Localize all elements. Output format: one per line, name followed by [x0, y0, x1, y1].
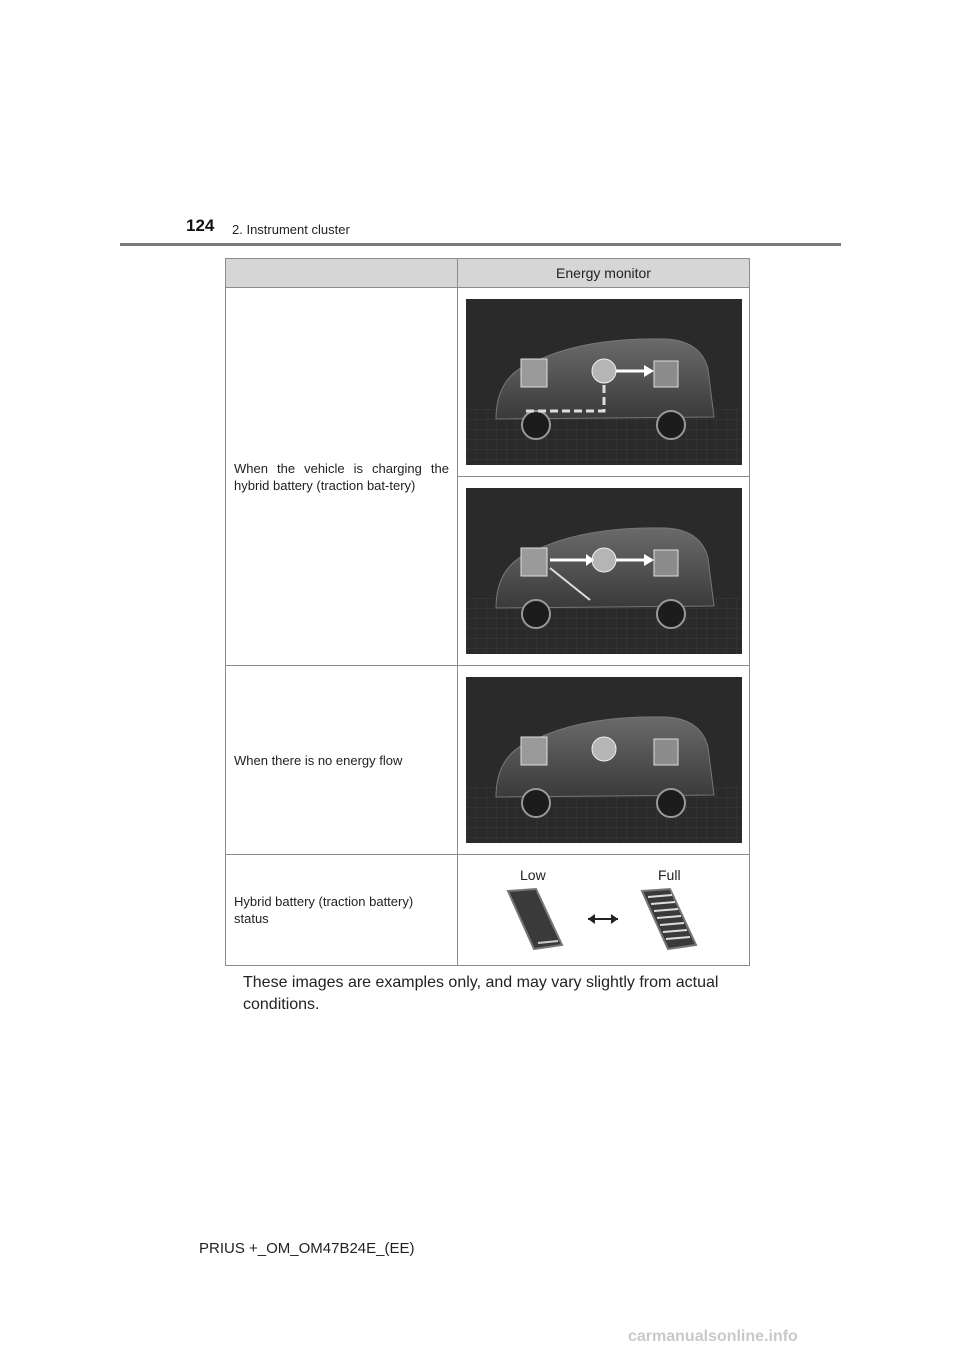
- table-row-no-energy-flow: [226, 666, 750, 855]
- row-description-battery-status: Hybrid battery (traction battery) status: [234, 894, 414, 926]
- disclaimer-note: These images are examples only, and may vary slightly from actual conditions.: [243, 974, 719, 1013]
- energy-monitor-table: [225, 258, 750, 966]
- row-description-cell: [226, 288, 458, 666]
- header-rule: [120, 243, 841, 246]
- double-arrow-icon: [588, 914, 618, 924]
- row-description-cell: [226, 666, 458, 855]
- battery-status-cell: [458, 855, 750, 966]
- page-number: 124: [186, 216, 215, 235]
- table-row-battery-status: [226, 855, 750, 966]
- row-description-cell: [226, 855, 458, 966]
- battery-low-icon: [508, 889, 562, 949]
- table-header-left: [226, 259, 458, 288]
- energy-monitor-charging-image-2: [466, 488, 742, 654]
- battery-low-label: Low: [520, 867, 546, 883]
- image-cell: [458, 666, 750, 855]
- image-cell: [458, 477, 750, 666]
- energy-monitor-no-flow-image: [466, 677, 742, 843]
- battery-full-icon: [642, 889, 696, 949]
- table-header-energy-monitor: Energy monitor: [458, 259, 750, 288]
- row-description-no-flow: When there is no energy flow: [234, 752, 403, 768]
- image-cell: [458, 288, 750, 477]
- table-row-charging: [226, 288, 750, 477]
- row-description-charging: When the vehicle is charging the hybrid battery (traction bat-tery): [234, 460, 449, 493]
- battery-status-graphic: [498, 887, 708, 953]
- table-header-row: [226, 259, 750, 288]
- energy-monitor-charging-image-1: [466, 299, 742, 465]
- battery-full-label: Full: [658, 867, 681, 883]
- footer-document-code: PRIUS +_OM_OM47B24E_(EE): [199, 1240, 415, 1257]
- watermark: carmanualsonline.info: [628, 1328, 798, 1345]
- section-title: 2. Instrument cluster: [232, 222, 350, 237]
